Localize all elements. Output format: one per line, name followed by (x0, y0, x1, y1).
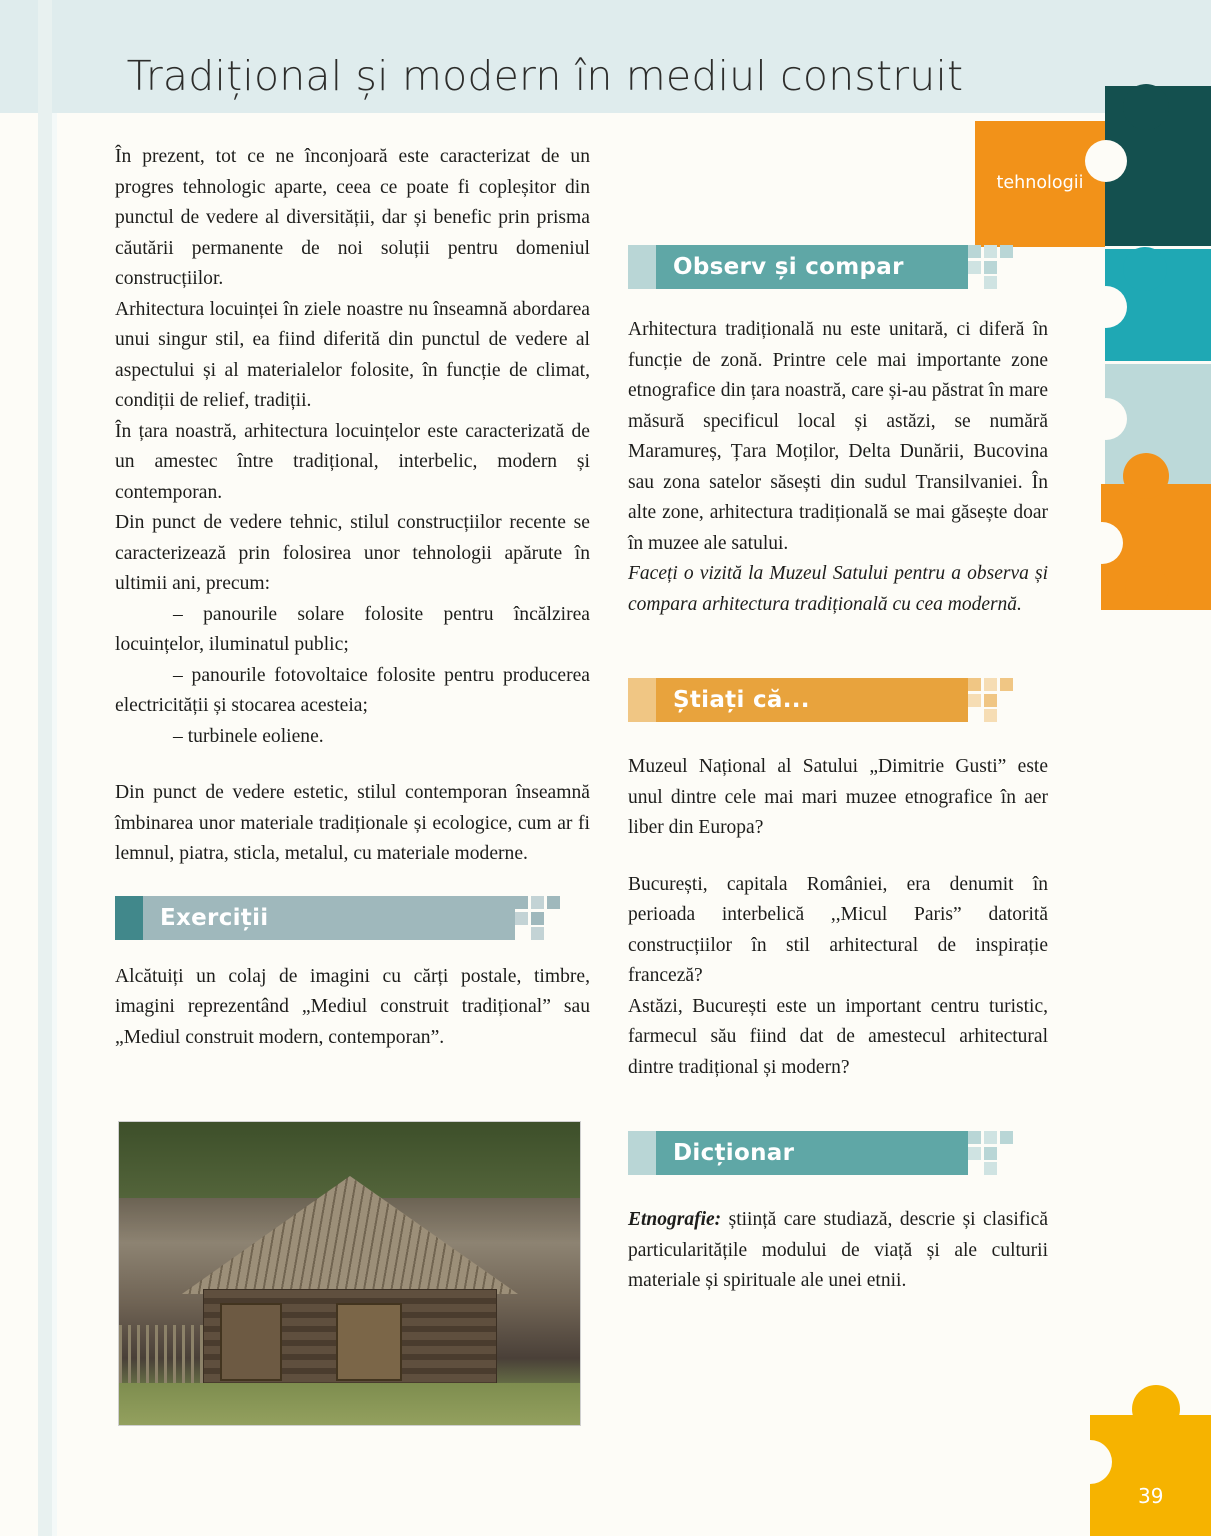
puzzle-knob (1125, 566, 1169, 610)
exercitii-body: Alcătuiți un colaj de imagini cu cărți postale, timbre, imagini reprezentând „Mediul construit tradițional” sau „Mediul construit modern, contemporan”. (115, 965, 590, 1048)
photo-ground (119, 1383, 580, 1425)
stiati-body-2: București, capitala României, era denumit în perioada interbelică ,,Micul Paris” datorită construcțiilor în stil arhitectural de inspirație franceză? (628, 873, 1048, 986)
section-banner-dictionar (628, 1131, 968, 1175)
page-number-block (1090, 1415, 1211, 1536)
banner-pixels (968, 678, 1030, 722)
observ-body: Arhitectura tradițională nu este unitară, ci diferă în funcție de zonă. Printre cele mai importante zone etnografice din țara noastră, care și-au păstrat în mare măsură specificul local și astăzi, se numără Maramureș, Țara Moților, Delta Dunării, Bucovina sau zona satelor săsești din sudul Transilvaniei. În alte zone, arhitectura tradițională se mai găsește doar în muzee ale satului. (628, 319, 1048, 554)
puzzle-knob-cut (1085, 398, 1127, 440)
page-number-knob (1132, 1385, 1180, 1433)
tab-tehnologii-label: tehnologii (996, 173, 1084, 193)
section-banner-observ (628, 245, 968, 289)
paragraph: Din punct de vedere tehnic, stilul construcțiilor recente se caracterizează prin folosirea unor tehnologii apărute în ultimii ani, precum: (115, 512, 590, 594)
puzzle-knob-cut (1081, 522, 1123, 564)
photo-door-left (220, 1303, 282, 1381)
left-decorative-strip-inner (52, 113, 57, 1536)
banner-lead (115, 896, 143, 940)
photo-door-right (336, 1303, 402, 1381)
photo-image (119, 1122, 580, 1425)
traditional-house-photo (118, 1121, 581, 1426)
puzzle-decoration (975, 0, 1211, 1536)
bullet-wind: – turbinele eoliene. (173, 725, 324, 747)
page-number: 39 (1138, 1484, 1164, 1508)
photo-fence (119, 1325, 205, 1385)
banner-pixels (968, 1131, 1030, 1175)
section-banner-exercitii (115, 896, 515, 940)
stiati-body-1: Muzeul Național al Satului „Dimitrie Gusti” este unul dintre cele mai mari muzee etnografice în aer liber din Europa? (628, 756, 1048, 838)
puzzle-knob (1123, 453, 1169, 499)
section-title-dictionar: Dicționar (673, 1140, 795, 1166)
page-title: Tradițional și modern în mediul construit (126, 52, 964, 100)
paragraph: În prezent, tot ce ne înconjoară este caracterizat de un progres tehnologic aparte, ceea ce poate fi copleșitor din punctul de vedere al diversității, dar și benefic prin prisma căutării permanente de noi soluții pentru domeniul construcțiilor. (115, 146, 590, 289)
puzzle-knob-cut (1085, 286, 1127, 328)
section-title-observ: Observ și compar (673, 254, 904, 280)
spacer (115, 752, 590, 778)
dictionar-definition: știință care studiază, descrie și clasifică particularitățile modului de viață și ale culturii materiale și spirituale ale unei etnii. (628, 1209, 1048, 1291)
left-decorative-strip (38, 0, 52, 1536)
paragraph: Din punct de vedere estetic, stilul contemporan înseamnă îmbinarea unor materiale tradiționale și ecologice, cum ar fi lemnul, piatra, sticla, metalul, cu materiale moderne. (115, 782, 590, 864)
banner-pixels (968, 245, 1030, 289)
bullet-photovoltaic: – panourile fotovoltaice folosite pentru producerea electricității și stocarea acesteia; (115, 664, 590, 716)
bullet-solar: – panourile solare folosite pentru încălzirea locuințelor, iluminatul public; (115, 603, 590, 655)
puzzle-knob-cut (1085, 140, 1127, 182)
paragraph: În țara noastră, arhitectura locuințelor este caracterizată de un amestec între tradițional, interbelic, modern și contemporan. (115, 420, 590, 503)
banner-lead (628, 1131, 656, 1175)
banner-lead (628, 678, 656, 722)
dictionar-term: Etnografie: (628, 1209, 722, 1230)
stiati-body-3: Astăzi, București este un important centru turistic, farmecul său fiind dat de amestecul arhitectural dintre tradițional și modern? (628, 995, 1048, 1078)
puzzle-knob (1123, 247, 1167, 291)
section-title-exercitii: Exerciții (160, 904, 269, 931)
section-title-stiati: Știați că... (673, 687, 810, 713)
left-column (115, 142, 590, 1053)
banner-pixels (515, 896, 577, 940)
page-number-knob-cut (1068, 1440, 1112, 1484)
puzzle-knob (1123, 84, 1169, 130)
paragraph: Arhitectura locuinței în ziele noastre nu înseamnă abordarea unui singur stil, ea fiind diferită din punctul de vedere al aspectului și al materialelor folosite, în funcție de climat, condiții de relief, tradiții. (115, 298, 590, 411)
section-banner-stiati (628, 678, 968, 722)
banner-lead (628, 245, 656, 289)
observ-note: Faceți o vizită la Muzeul Satului pentru a observa și compara arhitectura tradițională cu cea modernă. (628, 563, 1048, 615)
